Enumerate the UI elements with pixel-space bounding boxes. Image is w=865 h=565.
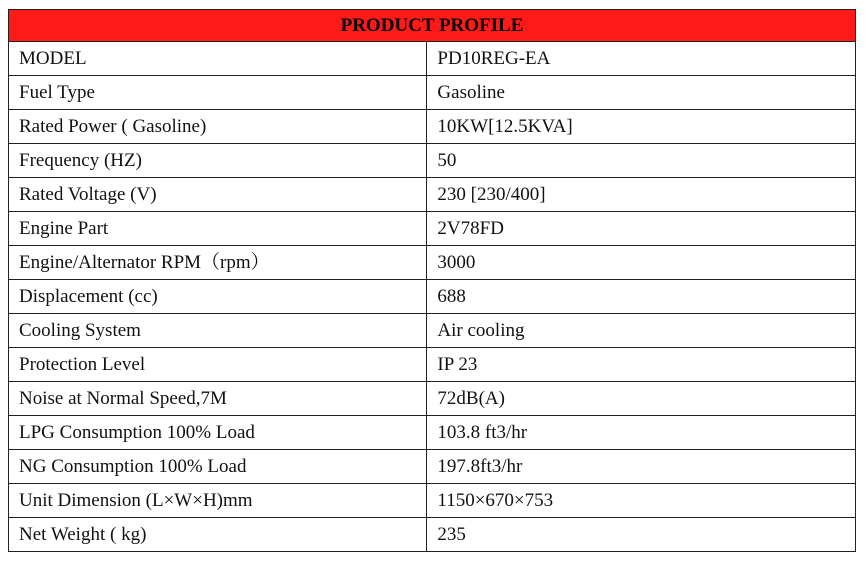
table-row [9,76,856,110]
row-value: Gasoline [427,76,856,110]
row-value: 50 [427,144,856,178]
table-title: PRODUCT PROFILE [9,10,856,42]
row-label: LPG Consumption 100% Load [9,416,427,450]
row-label: MODEL [9,42,427,76]
row-label: Engine/Alternator RPM（rpm） [9,246,427,280]
row-value: 235 [427,518,856,552]
table-row [9,110,856,144]
table-row [9,212,856,246]
row-value: 688 [427,280,856,314]
table-header-row [9,10,856,42]
row-value: 2V78FD [427,212,856,246]
table-row [9,42,856,76]
row-value: Air cooling [427,314,856,348]
table-row [9,416,856,450]
row-value: 197.8ft3/hr [427,450,856,484]
row-label: Rated Power ( Gasoline) [9,110,427,144]
row-label: Protection Level [9,348,427,382]
row-label: Rated Voltage (V) [9,178,427,212]
row-label: Net Weight ( kg) [9,518,427,552]
row-label: Frequency (HZ) [9,144,427,178]
table-row [9,348,856,382]
table-row [9,144,856,178]
table-row [9,178,856,212]
row-value: 72dB(A) [427,382,856,416]
table-row [9,382,856,416]
row-label: Cooling System [9,314,427,348]
table-row [9,280,856,314]
row-value: PD10REG-EA [427,42,856,76]
table-row [9,450,856,484]
row-label: NG Consumption 100% Load [9,450,427,484]
row-label: Engine Part [9,212,427,246]
row-value: 10KW[12.5KVA] [427,110,856,144]
row-value: 1150×670×753 [427,484,856,518]
row-label: Fuel Type [9,76,427,110]
row-value: 230 [230/400] [427,178,856,212]
row-label: Displacement (cc) [9,280,427,314]
row-label: Unit Dimension (L×W×H)mm [9,484,427,518]
row-value: 3000 [427,246,856,280]
table-row [9,314,856,348]
row-value: 103.8 ft3/hr [427,416,856,450]
table-row [9,518,856,552]
table-row [9,484,856,518]
product-profile-table [8,9,856,552]
row-value: IP 23 [427,348,856,382]
table-row [9,246,856,280]
row-label: Noise at Normal Speed,7M [9,382,427,416]
